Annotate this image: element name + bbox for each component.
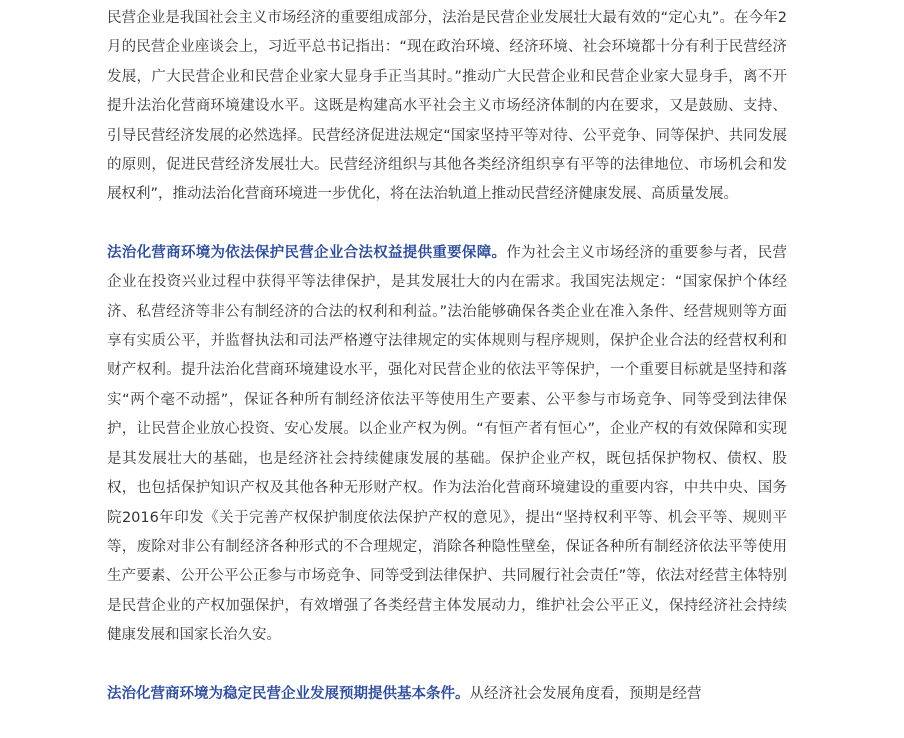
paragraph-text: 从经济社会发展角度看，预期是经营 bbox=[469, 685, 702, 702]
paragraph-lead: 法治化营商环境为稳定民营企业发展预期提供基本条件。 bbox=[107, 685, 470, 702]
paragraph-stable-expectations bbox=[107, 680, 787, 709]
paragraph-lead: 法治化营商环境为依法保护民营企业合法权益提供重要保障。 bbox=[107, 244, 507, 261]
paragraph-text: 民营企业是我国社会主义市场经济的重要组成部分，法治是民营企业发展壮大最有效的“定心丸”。在今年2月的民营企业座谈会上，习近平总书记指出：“现在政治环境、经济环境、社会环境都十分有利于民营经济发展，广大民营企业和民营企业家大显身手正当其时。”推动广大民营企业和民营企业家大显身手，离不开提升法治化营商环境建设水平。这既是构建高水平社会主义市场经济体制的内在要求，又是鼓励、支持、引导民营经济发展的必然选择。民营经济促进法规定“国家坚持平等对待、公平竞争、同等保护、共同发展的原则，促进民营经济发展壮大。民营经济组织与其他各类经济组织享有平等的法律地位、市场机会和发展权利”，推动法治化营商环境进一步优化，将在法治轨道上推动民营经济健康发展、高质量发展。 bbox=[107, 10, 787, 203]
paragraph-intro bbox=[107, 4, 787, 210]
paragraph-legal-protection bbox=[107, 239, 787, 651]
paragraph-text: 作为社会主义市场经济的重要参与者，民营企业在投资兴业过程中获得平等法律保护，是其发展壮大的内在需求。我国宪法规定：“国家保护个体经济、私营经济等非公有制经济的合法的权利和利益。”法治能够确保各类企业在准入条件、经营规则等方面享有实质公平，并监督执法和司法严格遵守法律规定的实体规则与程序规则，保护企业合法的经营权利和财产权利。提升法治化营商环境建设水平，强化对民营企业的依法平等保护，一个重要目标就是坚持和落实“两个毫不动摇”，保证各种所有制经济依法平等使用生产要素、公平参与市场竞争、同等受到法律保护，让民营企业放心投资、安心发展。以企业产权为例。“有恒产者有恒心”，企业产权的有效保障和实现是其发展壮大的基础，也是经济社会持续健康发展的基础。保护企业产权，既包括保护物权、债权、股权，也包括保护知识产权及其他各种无形财产权。作为法治化营商环境建设的重要内容，中共中央、国务院2016年印发《关于完善产权保护制度依法保护产权的意见》，提出“坚持权利平等、机会平等、规则平等，废除对非公有制经济各种形式的不合理规定，消除各种隐性壁垒，保证各种所有制经济依法平等使用生产要素、公开公平公正参与市场竞争、同等受到法律保护、共同履行社会责任”等，依法对经营主体特别是民营企业的产权加强保护，有效增强了各类经营主体发展动力，维护社会公平正义，保持经济社会持续健康发展和国家长治久安。 bbox=[107, 244, 788, 644]
article-body bbox=[107, 4, 787, 738]
